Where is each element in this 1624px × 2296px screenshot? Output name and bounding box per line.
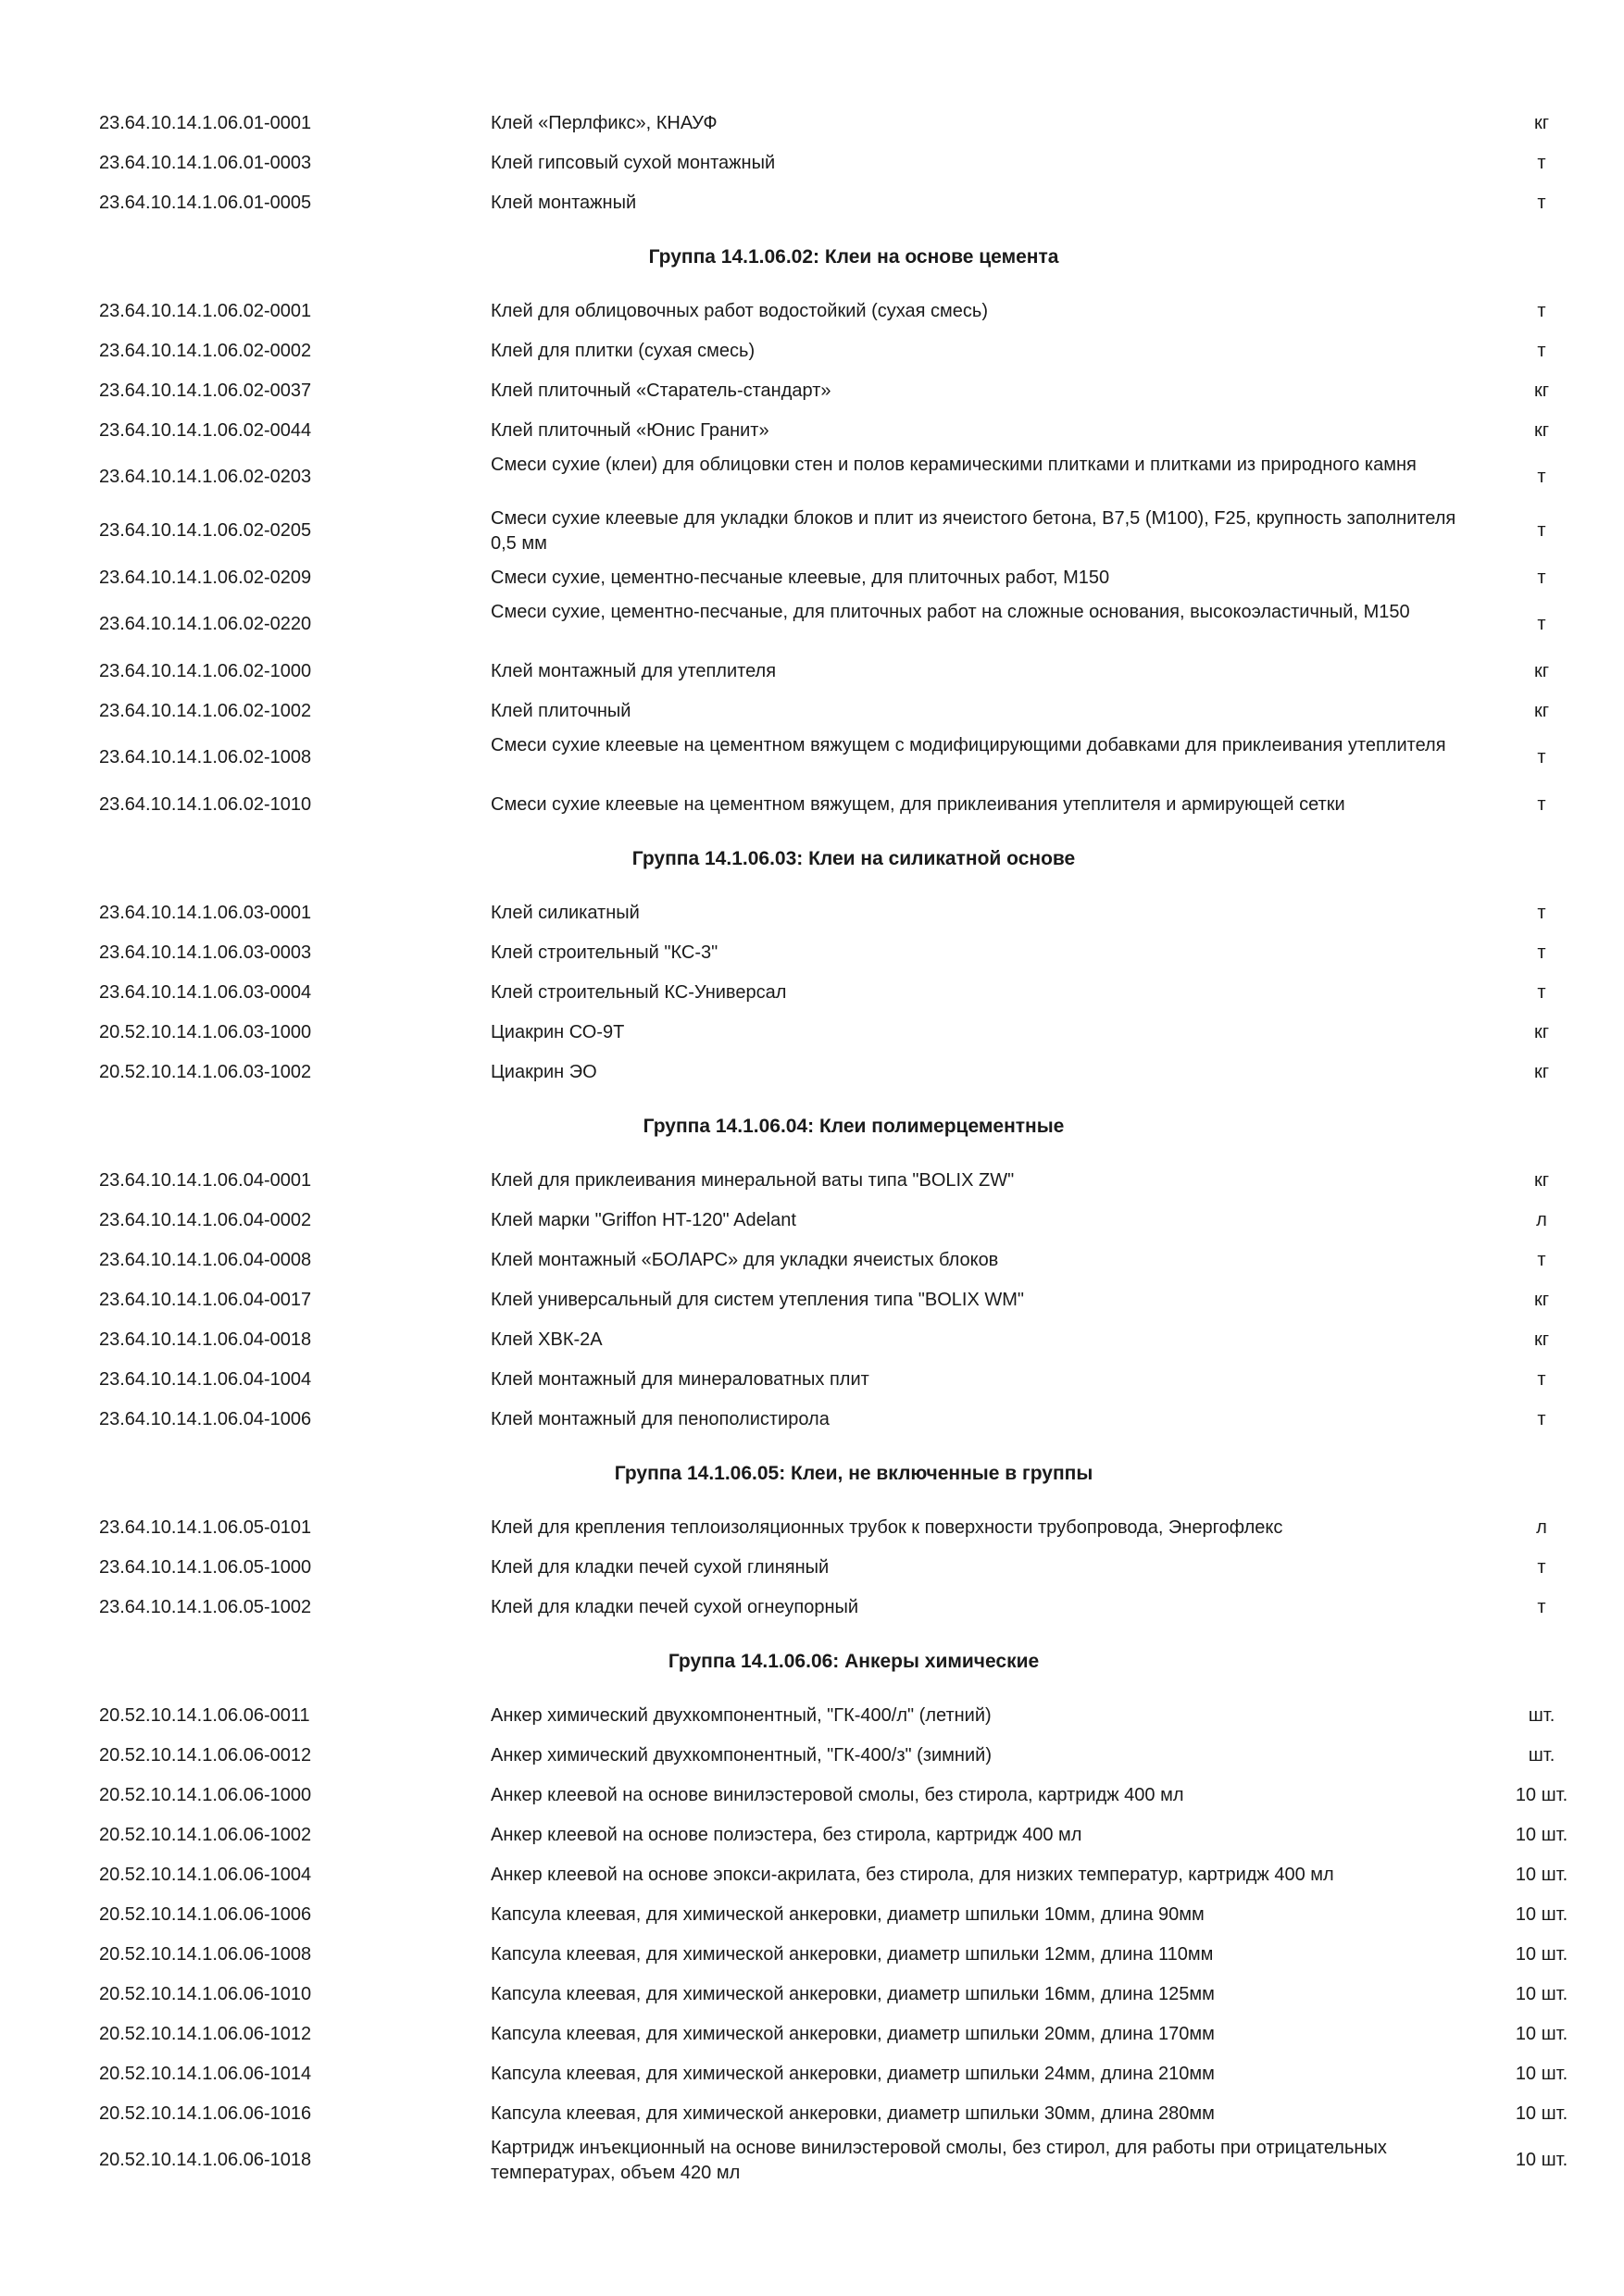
unit-of-measure: 10 шт. xyxy=(1515,1944,1568,1965)
resource-code: 20.52.10.14.1.06.06-1008 xyxy=(99,1944,312,1965)
resource-name: Клей для крепления теплоизоляционных трубок к поверхности трубопровода, Энергофлекс xyxy=(491,1517,1283,1538)
unit-of-measure: 10 шт. xyxy=(1515,2150,1568,2170)
resource-name: Клей для кладки печей сухой глиняный xyxy=(491,1557,830,1578)
table-row xyxy=(0,692,1624,731)
table-row xyxy=(0,973,1624,1013)
unit-of-measure: кг xyxy=(1533,420,1550,441)
table-row xyxy=(0,1696,1624,1736)
unit-of-measure: л xyxy=(1536,1210,1547,1230)
resource-code: 20.52.10.14.1.06.06-1010 xyxy=(99,1984,312,2004)
unit-of-measure: кг xyxy=(1533,661,1550,681)
resource-name: Смеси сухие (клеи) для облицовки стен и полов керамическими плитками и плитками из природного камня xyxy=(491,455,1417,475)
resource-name: Смеси сухие клеевые для укладки блоков и плит из ячеистого бетона, В7,5 (М100), F25, крупность заполнителя 0,5 мм xyxy=(491,508,1456,554)
unit-of-measure: т xyxy=(1537,1597,1546,1617)
resource-code: 23.64.10.14.1.06.02-1010 xyxy=(99,794,312,815)
table-row xyxy=(0,2134,1624,2188)
resource-code: 20.52.10.14.1.06.06-1018 xyxy=(99,2150,312,2170)
unit-of-measure: 10 шт. xyxy=(1515,2024,1568,2044)
table-row xyxy=(0,1400,1624,1440)
unit-of-measure: 10 шт. xyxy=(1515,1825,1568,1845)
resource-name: Клей «Перлфикс», КНАУФ xyxy=(491,113,718,133)
table-row xyxy=(0,731,1624,785)
resource-code: 23.64.10.14.1.06.02-0002 xyxy=(99,341,312,361)
resource-code: 23.64.10.14.1.06.04-0017 xyxy=(99,1290,312,1310)
resource-name: Клей универсальный для систем утепления типа "BOLIX WM" xyxy=(491,1290,1024,1310)
resource-code: 23.64.10.14.1.06.05-0101 xyxy=(99,1517,312,1538)
table-row xyxy=(0,144,1624,183)
resource-name: Анкер химический двухкомпонентный, "ГК-400/з" (зимний) xyxy=(491,1745,992,1766)
unit-of-measure: т xyxy=(1537,1557,1546,1578)
resource-name: Анкер клеевой на основе полиэстера, без стирола, картридж 400 мл xyxy=(491,1825,1082,1845)
table-row xyxy=(0,652,1624,692)
table-row xyxy=(0,1895,1624,1935)
unit-of-measure: т xyxy=(1537,747,1546,767)
table-row xyxy=(0,411,1624,451)
unit-of-measure: т xyxy=(1537,341,1546,361)
resource-name: Капсула клеевая, для химической анкеровки, диаметр шпильки 12мм, длина 110мм xyxy=(491,1944,1214,1965)
table-row xyxy=(0,1736,1624,1776)
resource-name: Клей ХВК-2А xyxy=(491,1329,603,1350)
unit-of-measure: кг xyxy=(1533,1329,1550,1350)
unit-of-measure: т xyxy=(1537,982,1546,1003)
unit-of-measure: кг xyxy=(1533,113,1550,133)
unit-of-measure: т xyxy=(1537,153,1546,173)
resource-code: 23.64.10.14.1.06.02-0037 xyxy=(99,381,312,401)
resource-name: Клей монтажный для минераловатных плит xyxy=(491,1369,869,1390)
resource-code: 23.64.10.14.1.06.02-0209 xyxy=(99,568,312,588)
table-row xyxy=(0,1776,1624,1816)
resource-code: 23.64.10.14.1.06.04-0018 xyxy=(99,1329,312,1350)
unit-of-measure: т xyxy=(1537,794,1546,815)
resource-code: 23.64.10.14.1.06.03-0004 xyxy=(99,982,312,1003)
table-row xyxy=(0,1280,1624,1320)
unit-of-measure: кг xyxy=(1533,381,1550,401)
resource-code: 20.52.10.14.1.06.06-1002 xyxy=(99,1825,312,1845)
unit-of-measure: 10 шт. xyxy=(1515,2064,1568,2084)
unit-of-measure: т xyxy=(1537,1369,1546,1390)
resource-name: Циакрин СО-9Т xyxy=(491,1022,625,1042)
resource-code: 23.64.10.14.1.06.05-1000 xyxy=(99,1557,312,1578)
resource-name: Капсула клеевая, для химической анкеровки, диаметр шпильки 30мм, длина 280мм xyxy=(491,2103,1215,2124)
table-row xyxy=(0,598,1624,652)
resource-name: Картридж инъекционный на основе винилэстеровой смолы, без стирол, для работы при отрицательных температурах, объем 420 мл xyxy=(491,2138,1387,2183)
table-row xyxy=(0,1816,1624,1855)
resource-code: 23.64.10.14.1.06.03-0001 xyxy=(99,903,312,923)
resource-code: 20.52.10.14.1.06.06-1006 xyxy=(99,1904,312,1925)
resource-code: 23.64.10.14.1.06.04-0001 xyxy=(99,1170,312,1191)
resource-name: Клей для облицовочных работ водостойкий (сухая смесь) xyxy=(491,301,989,321)
resource-name: Клей для плитки (сухая смесь) xyxy=(491,341,756,361)
unit-of-measure: т xyxy=(1537,520,1546,541)
unit-of-measure: т xyxy=(1537,467,1546,487)
resource-code: 20.52.10.14.1.06.03-1002 xyxy=(99,1062,312,1082)
unit-of-measure: 10 шт. xyxy=(1515,1904,1568,1925)
resource-name: Клей гипсовый сухой монтажный xyxy=(491,153,776,173)
document-page xyxy=(0,104,1624,2188)
group-heading xyxy=(0,223,1624,292)
resource-code: 23.64.10.14.1.06.03-0003 xyxy=(99,942,312,963)
resource-code: 20.52.10.14.1.06.06-1016 xyxy=(99,2103,312,2124)
resource-code: 23.64.10.14.1.06.01-0003 xyxy=(99,153,312,173)
table-row xyxy=(0,785,1624,825)
unit-of-measure: л xyxy=(1536,1517,1547,1538)
table-row xyxy=(0,1588,1624,1628)
table-row xyxy=(0,1013,1624,1053)
table-row xyxy=(0,1201,1624,1241)
table-row xyxy=(0,1855,1624,1895)
unit-of-measure: т xyxy=(1537,193,1546,213)
group-heading xyxy=(0,1440,1624,1508)
resource-code: 20.52.10.14.1.06.06-1014 xyxy=(99,2064,312,2084)
group-heading-text: Группа 14.1.06.06: Анкеры химические xyxy=(668,1651,1040,1672)
table-row xyxy=(0,2094,1624,2134)
unit-of-measure: кг xyxy=(1533,1022,1550,1042)
unit-of-measure: т xyxy=(1537,903,1546,923)
resource-code: 20.52.10.14.1.06.03-1000 xyxy=(99,1022,312,1042)
group-heading xyxy=(0,1628,1624,1696)
group-heading-text: Группа 14.1.06.02: Клеи на основе цемента xyxy=(648,246,1059,268)
table-row xyxy=(0,505,1624,558)
unit-of-measure: т xyxy=(1537,1409,1546,1429)
table-row xyxy=(0,1935,1624,1975)
resource-name: Клей монтажный «БОЛАРС» для укладки ячеистых блоков xyxy=(491,1250,999,1270)
unit-of-measure: шт. xyxy=(1528,1705,1555,1726)
resource-name: Клей марки "Griffon HT-120" Adelant xyxy=(491,1210,796,1230)
table-row xyxy=(0,371,1624,411)
resource-name: Клей монтажный для утеплителя xyxy=(491,661,777,681)
resource-name: Смеси сухие, цементно-песчаные клеевые, для плиточных работ, М150 xyxy=(491,568,1110,588)
resource-name: Клей монтажный для пенополистирола xyxy=(491,1409,830,1429)
unit-of-measure: 10 шт. xyxy=(1515,1785,1568,1805)
resource-code: 20.52.10.14.1.06.06-1000 xyxy=(99,1785,312,1805)
table-row xyxy=(0,183,1624,223)
table-row xyxy=(0,933,1624,973)
table-row xyxy=(0,558,1624,598)
resource-code: 23.64.10.14.1.06.04-1006 xyxy=(99,1409,312,1429)
unit-of-measure: т xyxy=(1537,1250,1546,1270)
resource-name: Клей для приклеивания минеральной ваты типа "BOLIX ZW" xyxy=(491,1170,1015,1191)
resource-code: 20.52.10.14.1.06.06-1012 xyxy=(99,2024,312,2044)
resource-name: Капсула клеевая, для химической анкеровки, диаметр шпильки 10мм, длина 90мм xyxy=(491,1904,1205,1925)
table-row xyxy=(0,331,1624,371)
resource-code: 23.64.10.14.1.06.02-0220 xyxy=(99,614,312,634)
group-heading-text: Группа 14.1.06.03: Клеи на силикатной основе xyxy=(631,848,1076,869)
table-row xyxy=(0,1975,1624,2015)
resource-name: Анкер химический двухкомпонентный, "ГК-400/л" (летний) xyxy=(491,1705,992,1726)
resource-code: 23.64.10.14.1.06.04-1004 xyxy=(99,1369,312,1390)
resource-name: Клей строительный КС-Универсал xyxy=(491,982,787,1003)
unit-of-measure: шт. xyxy=(1528,1745,1555,1766)
unit-of-measure: т xyxy=(1537,301,1546,321)
unit-of-measure: кг xyxy=(1533,1170,1550,1191)
resource-code: 23.64.10.14.1.06.02-1008 xyxy=(99,747,312,767)
resource-code: 20.52.10.14.1.06.06-1004 xyxy=(99,1865,312,1885)
resource-code: 23.64.10.14.1.06.04-0008 xyxy=(99,1250,312,1270)
resource-name: Циакрин ЭО xyxy=(491,1062,597,1082)
resource-code: 23.64.10.14.1.06.04-0002 xyxy=(99,1210,312,1230)
resource-code: 20.52.10.14.1.06.06-0012 xyxy=(99,1745,312,1766)
table-row xyxy=(0,451,1624,505)
resource-name: Смеси сухие клеевые на цементном вяжущем, для приклеивания утеплителя и армирующей сетки xyxy=(491,794,1345,815)
unit-of-measure: т xyxy=(1537,568,1546,588)
group-heading xyxy=(0,1092,1624,1161)
unit-of-measure: кг xyxy=(1533,701,1550,721)
resource-name: Капсула клеевая, для химической анкеровки, диаметр шпильки 16мм, длина 125мм xyxy=(491,1984,1215,2004)
resource-name: Смеси сухие клеевые на цементном вяжущем с модифицирующими добавками для приклеивания утеплителя xyxy=(491,735,1446,755)
resource-name: Клей для кладки печей сухой огнеупорный xyxy=(491,1597,859,1617)
table-row xyxy=(0,104,1624,144)
resource-name: Капсула клеевая, для химической анкеровки, диаметр шпильки 20мм, длина 170мм xyxy=(491,2024,1215,2044)
resource-name: Клей монтажный xyxy=(491,193,637,213)
table-row xyxy=(0,292,1624,331)
resource-name: Анкер клеевой на основе эпокси-акрилата, без стирола, для низких температур, картридж 400 мл xyxy=(491,1865,1334,1885)
resource-name: Клей силикатный xyxy=(491,903,640,923)
resource-code: 23.64.10.14.1.06.05-1002 xyxy=(99,1597,312,1617)
table-row xyxy=(0,1548,1624,1588)
resource-code: 20.52.10.14.1.06.06-0011 xyxy=(99,1705,310,1726)
resource-code: 23.64.10.14.1.06.01-0005 xyxy=(99,193,312,213)
table-row xyxy=(0,1241,1624,1280)
group-heading-text: Группа 14.1.06.04: Клеи полимерцементные xyxy=(643,1116,1065,1137)
table-row xyxy=(0,2054,1624,2094)
table-row xyxy=(0,1053,1624,1092)
unit-of-measure: кг xyxy=(1533,1062,1550,1082)
resource-code: 23.64.10.14.1.06.02-1002 xyxy=(99,701,312,721)
unit-of-measure: кг xyxy=(1533,1290,1550,1310)
unit-of-measure: 10 шт. xyxy=(1515,2103,1568,2124)
unit-of-measure: т xyxy=(1537,614,1546,634)
table-row xyxy=(0,1320,1624,1360)
resource-name: Капсула клеевая, для химической анкеровки, диаметр шпильки 24мм, длина 210мм xyxy=(491,2064,1215,2084)
group-heading xyxy=(0,825,1624,893)
table-row xyxy=(0,893,1624,933)
group-heading-text: Группа 14.1.06.05: Клеи, не включенные в группы xyxy=(614,1463,1093,1484)
resource-name: Клей плиточный «Старатель-стандарт» xyxy=(491,381,831,401)
resource-code: 23.64.10.14.1.06.02-1000 xyxy=(99,661,312,681)
resource-name: Анкер клеевой на основе винилэстеровой смолы, без стирола, картридж 400 мл xyxy=(491,1785,1184,1805)
table-row xyxy=(0,1508,1624,1548)
resource-code: 23.64.10.14.1.06.02-0044 xyxy=(99,420,312,441)
resource-code: 23.64.10.14.1.06.02-0001 xyxy=(99,301,312,321)
table-row xyxy=(0,2015,1624,2054)
resource-code: 23.64.10.14.1.06.02-0205 xyxy=(99,520,312,541)
unit-of-measure: т xyxy=(1537,942,1546,963)
unit-of-measure: 10 шт. xyxy=(1515,1865,1568,1885)
table-row xyxy=(0,1360,1624,1400)
resource-name: Клей плиточный xyxy=(491,701,631,721)
resource-name: Клей строительный "КС-3" xyxy=(491,942,718,963)
unit-of-measure: 10 шт. xyxy=(1515,1984,1568,2004)
table-row xyxy=(0,1161,1624,1201)
resource-name: Клей плиточный «Юнис Гранит» xyxy=(491,420,769,441)
resource-code: 23.64.10.14.1.06.02-0203 xyxy=(99,467,312,487)
resource-code: 23.64.10.14.1.06.01-0001 xyxy=(99,113,312,133)
resource-name: Смеси сухие, цементно-песчаные, для плиточных работ на сложные основания, высокоэластичный, М150 xyxy=(491,602,1410,622)
